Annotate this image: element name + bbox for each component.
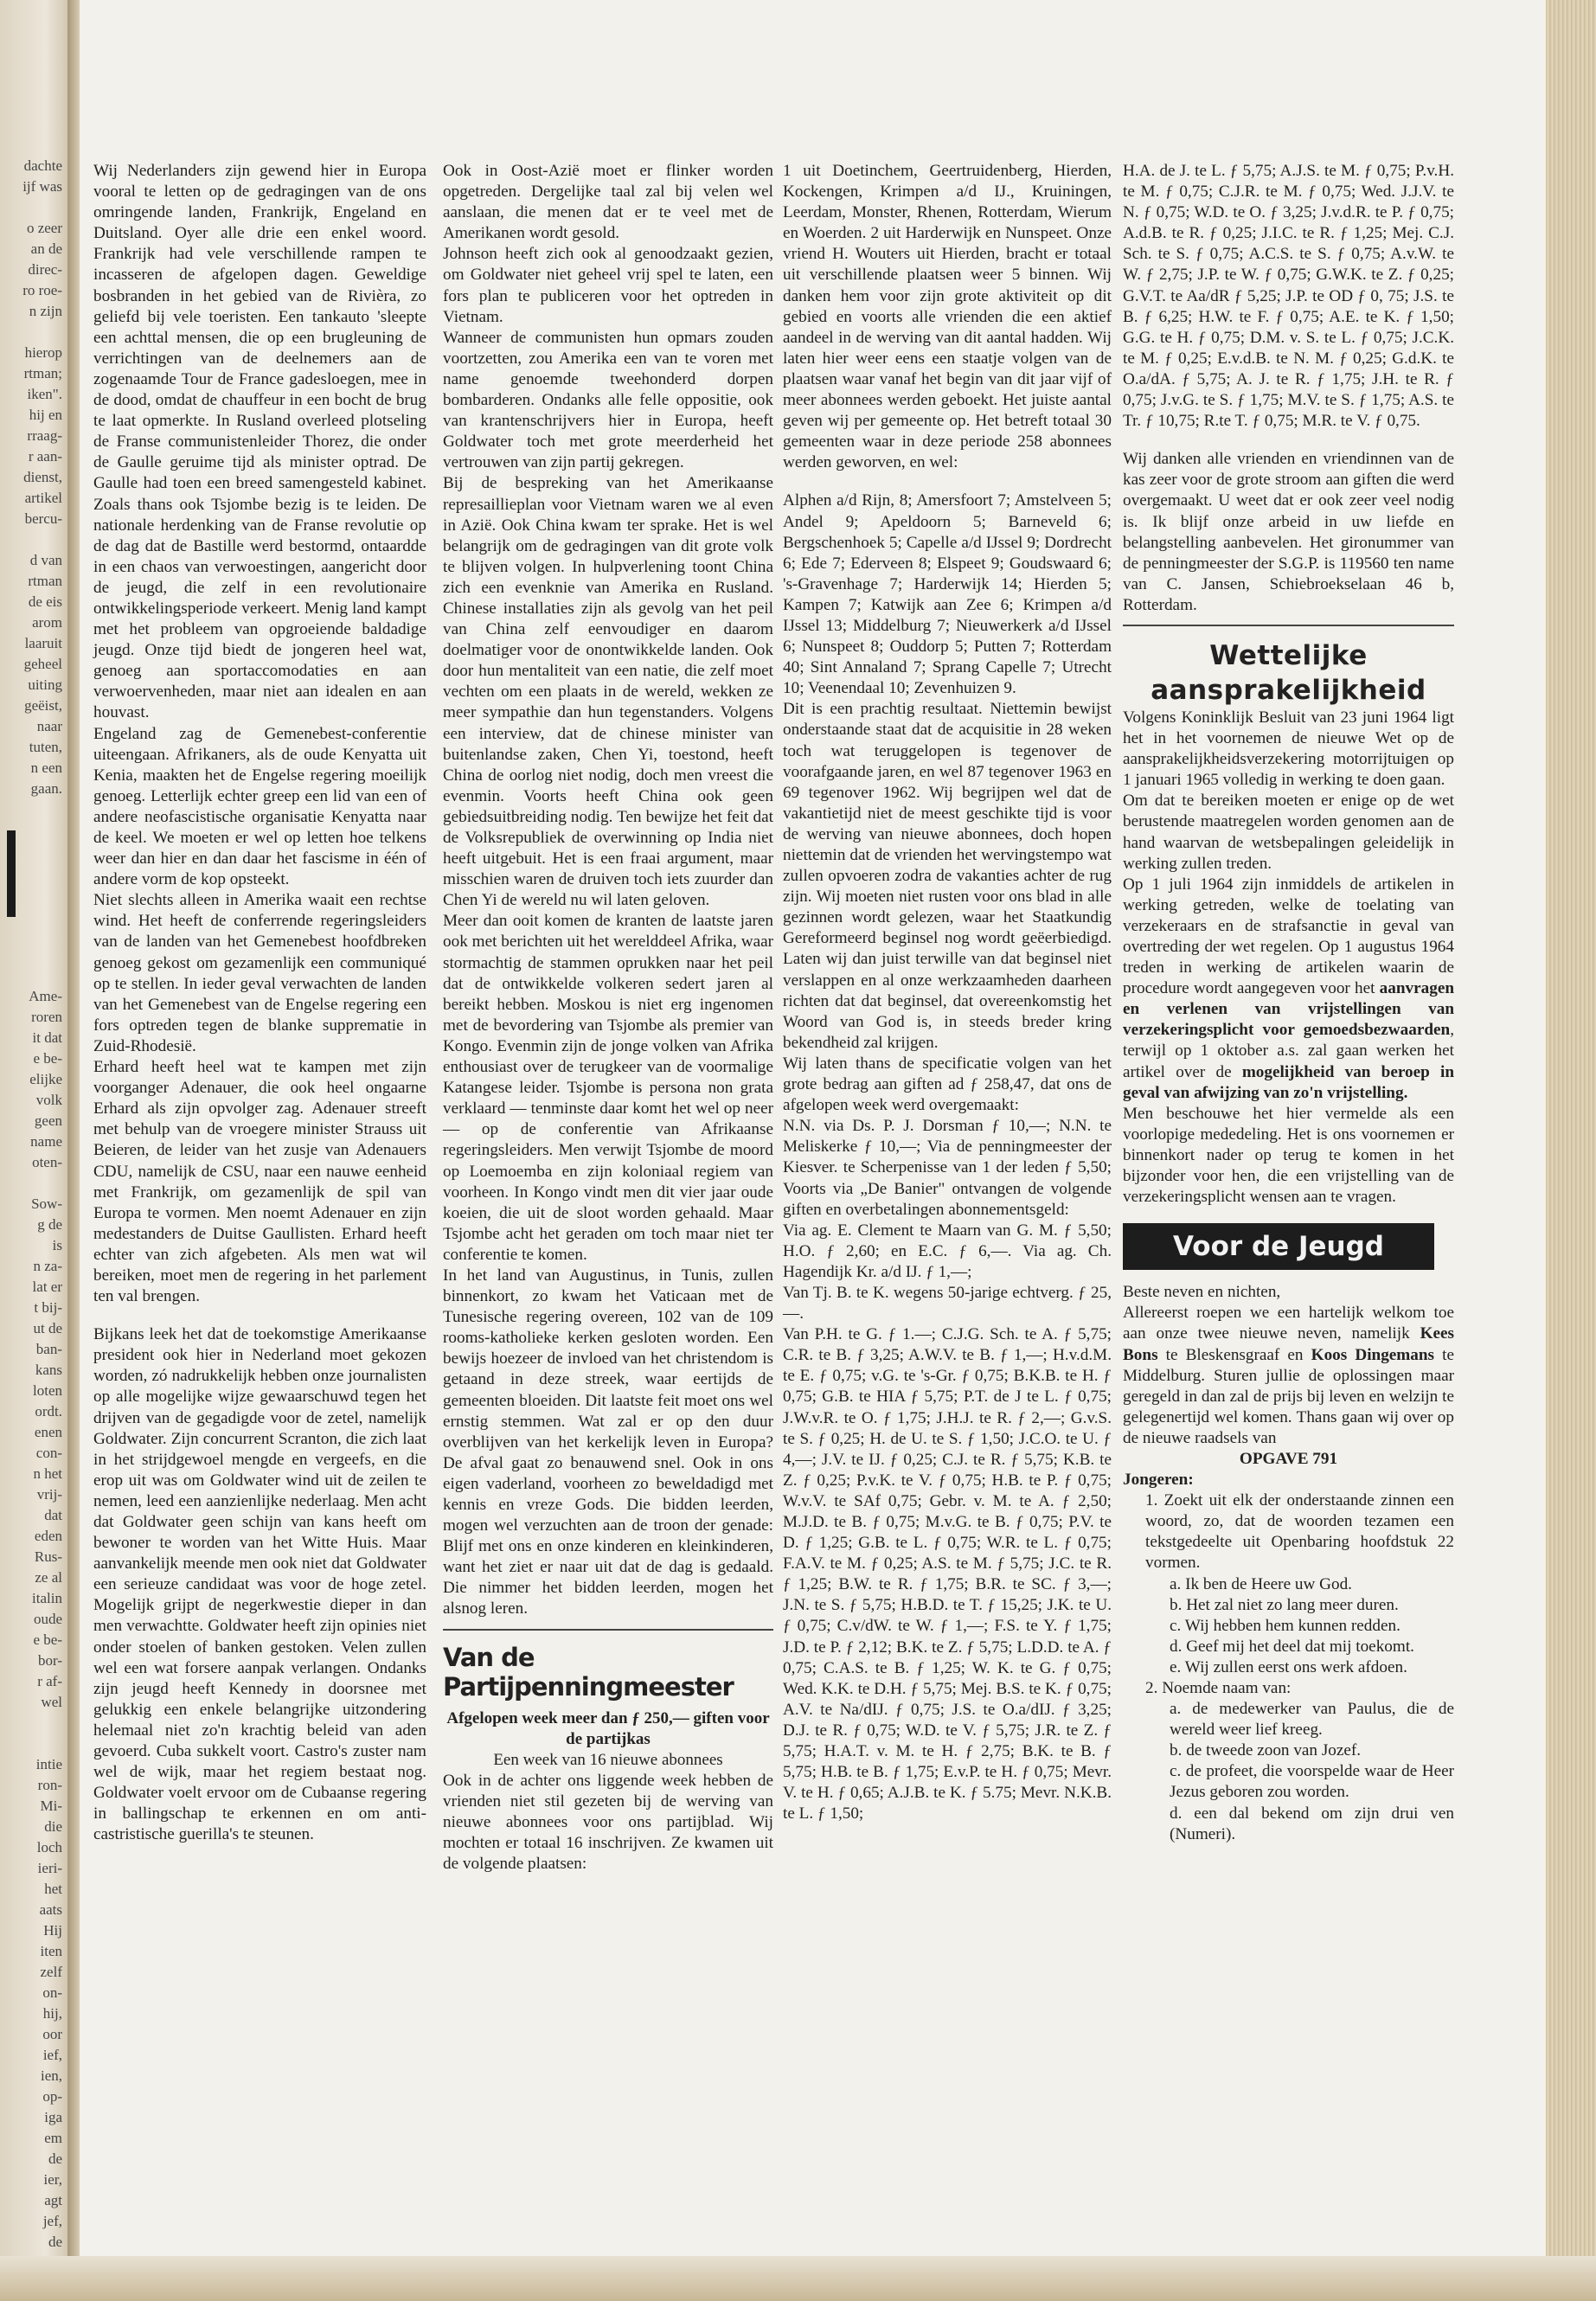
bold-text-run: aanvragen en verlenen van vrijstellingen van verzekeringsplicht voor gemoedsbezwaarden [1123,979,1454,1040]
article-paragraph: 1 uit Doetinchem, Geertruidenberg, Hierden, Kockengen, Krimpen a/d IJ., Kruiningen, Leerdam, Monster, Rhenen, Rotterdam, Wierum en Woerden. 2 uit Harderwijk en Nunspeet. Onze vriend H. Wouters uit Hierden, bracht er totaal uit verschillende plaatsen weer 5 binnen. Wij danken hem voor zijn grote aktiviteit op dit gebied en voorts alle vrienden die een aktief aandeel in de werving van dit aantal hadden. Wij laten hier weer eens een staatje volgen van de plaatsen waar vanaf het begin van dit jaar vijf of meer abonnees werden geboekt. Het juiste aantal geven wij per gemeente op. Het betreft totaal 30 gemeenten waar in deze periode 258 abonnees werden geworven, en wel: [783,162,1112,472]
text-run: te Bleskensgraaf en [1157,1345,1311,1364]
previous-page-fragment: hij en [29,407,62,423]
previous-page-fragment: enen [34,1424,62,1440]
previous-page-fragment [0,1173,62,1194]
text-run: te Middelburg. Sturen jullie de oplossingen maar geregeld in dan zal de prijs bij leven en welzijn te gelegenertijd wel komen. Thans gaan wij over op de nieuwe raadsels van [1123,1345,1454,1447]
article-paragraph: In het land van Augustinus, in Tunis, zullen binnenkort, zo kwam het Vaticaan met de Tunesische regering overeen, 102 van de 109 rooms-katholieke kerken gesloten worden. Een bewijs hoezeer de invloed van het christendom is getaand in deze streek, waar eertijds de gemeenten bloeiden. Dit laatste feit moet ons wel ernstig stemmen. Wat zal er op den duur overblijven van het kerkelijk leven in Europa? De afval gaat zo benauwend snel. Ook in ons eigen vaderland, voorheen zo beweldadigd met kennis en vreze Gods. Die bidden leerden, mogen wel verzuchten aan de troon der genade: Blijf met ons en onze kinderen en kleinkinderen, want het ziet er naar uit dat de dag is gedaald. Die nimmer het bidden leerden, mogen het alsnog leren. [443,1266,773,1618]
previous-page-fragment: r aan- [28,448,62,465]
previous-page-fragment: dachte [23,157,62,174]
previous-page-fragment: is [52,1237,62,1253]
penningmeester-heading: Van de Partijpenningmeester [443,1642,734,1702]
previous-page-fragment [0,1734,62,1754]
previous-page-text-fragments [0,156,62,2253]
previous-page-fragment: iken". [27,386,62,402]
previous-page-fragment: de [48,2150,62,2167]
previous-page-fragment: hij, [42,2005,62,2022]
salutation: Beste neven en nichten, [1123,1283,1281,1302]
previous-page-fragment: wel [41,1694,62,1710]
previous-page-fragment: n het [33,1465,62,1482]
previous-page-fragment: uiting [28,676,62,693]
previous-page-fragment: die [44,1818,62,1835]
text-run: Allereerst roepen we een hartelijk welkom toe aan onze twee nieuwe neven, namelijk [1123,1304,1454,1343]
article-paragraph: Meer dan ooit komen de kranten de laatste jaren ook met berichten uit het werelddeel Afrika, waar stormachtig de stammen oprukken naar het peil dat de ontwikkelde volkeren sedert jaren al bereikt hebben. Moskou is niet erg ingenomen met de bevordering van Tsjombe als premier van Kongo. Evenmin zijn de jonge volken van Afrika enthousiast over de terugkeer van de voormalige Katangese leider. Tsjombe is persona non grata verklaard — tenminste daar komt het wel op neer — op de conferentie van Afrikaanse regeringsleiders. Men verwijt Tsjombe de moord op Loemoemba en zijn koloniaal regiem van voorheen. In Kongo vindt men dit vier jaar oude koeien, die uit de sloot worden gehaald. Maar Tsjombe acht het geraden om toch maar niet ter conferentie te komen. [443,912,773,1264]
previous-page-fragment: ze al [35,1569,62,1586]
previous-page-fragment: gaan. [30,780,62,797]
previous-page-fragment: oten- [32,1154,62,1170]
puzzle-sub-item: d. een dal bekend om zijn drui ven (Numeri). [1170,1804,1454,1843]
article-paragraph: Men beschouwe het hier vermelde als een voorlopige mededeling. Het is ons voornemen er binnenkort nader op terug te komen in het bijzonder voor hen, die een vrijstelling van de verzekeringsplicht wensen aan te vragen. [1123,1104,1454,1207]
previous-page-fragment: ier, [43,2171,62,2188]
previous-page-fragment: rraag- [27,427,62,444]
article-paragraph: Niet slechts alleen in Amerika waait een rechtse wind. Het heeft de conferrende regeringsleiders van de landen van het Gemenebest hoofdbreken genoeg gekost om gezamenlijk een communiqué op te stellen. In ieder geval verwachten de landen van het Gemenebest van de Engelse regering een fors optreden tegen de blanke supprematie in Zuid-Rhodesië. [93,891,426,1055]
previous-page-fragment: de eis [28,593,62,610]
aansprakelijkheid-heading: Wettelijke aansprakelijkheid [1151,639,1426,706]
column-2 [443,161,773,1875]
donation-list: Via ag. E. Clement te Maarn van G. M. ƒ 5,50; H.O. ƒ 2,60; en E.C. ƒ 6,—. Via ag. Ch. Hagendijk Kr. a/d IJ. ƒ 1,—; [783,1221,1112,1281]
previous-page-fragment: aats [39,1901,62,1918]
previous-page-fragment: iga [44,2109,62,2125]
puzzle-sub-item: c. de profeet, die voorspelde waar de Heer Jezus geboren zou worden. [1170,1762,1454,1802]
previous-page-fragment: on- [42,1984,62,2001]
previous-page-fragment: vrij- [36,1486,62,1503]
previous-page-fragment: jef, [42,2213,62,2229]
previous-page-fragment [0,945,62,965]
bold-text-run: mogelijkheid van beroep in geval van afwijzing van zo'n vrijstelling. [1123,1062,1454,1102]
article-paragraph [1123,1303,1454,1449]
previous-page-fragment: ieri- [37,1860,62,1876]
section-divider [1123,625,1454,626]
previous-page-fragment: e be- [33,1631,62,1648]
previous-page-fragment: loch [36,1839,62,1856]
donation-list: Van Tj. B. te K. wegens 50-jarige echtverg. ƒ 25,—. [783,1283,1112,1324]
article-paragraph: Volgens Koninklijk Besluit van 23 juni 1964 ligt het in het voornemen de nieuwe Wet op de aansprakelijkheidsverzekering motorrijtuigen op 1 januari 1965 volledig in werking te doen gaan. [1123,708,1454,790]
previous-page-fragment [0,1713,62,1734]
previous-page-fragment: an de [30,240,62,257]
column-4 [1123,161,1454,1845]
previous-page-fragment: arom [32,614,62,631]
previous-page-fragment: dienst, [23,469,62,485]
donation-list: Van P.H. te G. ƒ 1.—; C.J.G. Sch. te A. ƒ 5,75; C.R. te B. ƒ 3,25; A.W.V. te B. ƒ 1,—; H.v.d.M. te E. ƒ 0,75; v.G. te 's-Gr. ƒ 0,75; B.K.B. te H. ƒ 0,75; G.B. te HIA ƒ 5,75; P.T. de J te L. ƒ 0,75; J.W.v.R. te O. ƒ 1,75; J.H.J. te R. ƒ 2,—; G.v.S. te S. ƒ 0,25; H. de U. te S. ƒ 1,50; J.C.O. te U. ƒ 4,—; J.V. te IJ. ƒ 0,25; C.J. te R. ƒ 5,75; K.B. te Z. ƒ 0,25; P.v.K. te V. ƒ 0,75; H.B. te P. ƒ 0,75; W.v.V. te SAf 0,75; Gebr. v. M. te A. ƒ 2,50; M.J.D. te B. ƒ 0,75; M.v.G. te B. ƒ 0,75; P.V. te D. ƒ 1,25; G.B. te L. ƒ 0,75; W.R. te L. ƒ 0,75; F.A.V. te M. ƒ 0,25; A.S. te M. ƒ 5,75; J.C. te R. ƒ 1,25; B.W. te R. ƒ 1,75; B.R. te SC. ƒ 3,—; J.N. te S. ƒ 5,75; H.B.D. te T. ƒ 15,25; J.K. te U. ƒ 0,75; C.v/dW. te W. ƒ 1,—; F.S. te Y. ƒ 1,75; J.D. te P. ƒ 2,12; B.K. te Z. ƒ 5,75; L.D.D. te A. ƒ 0,75; C.A.S. te B. ƒ 1,25; W. K. te G. ƒ 0,75; Wed. K.K. te D.H. ƒ 5,75; Mej. B.S. te K. ƒ 0,75; A.V. te Na/dIJ. ƒ 0,75; J.S. te O.a/dIJ. ƒ 3,25; D.J. te R. ƒ 0,75; W.D. te V. ƒ 5,75; J.R. te Z. ƒ 5,75; H.A.T. v. M. te H. ƒ 2,75; B.K. te B. ƒ 5,75; H.B. te B. ƒ 1,75; E.v.P. te H. ƒ 0,75; Mevr. V. te H. ƒ 0,65; A.J.B. te K. ƒ 5.75; Mevr. N.K.B. te L. ƒ 1,50; [783,1325,1112,1823]
previous-page-fragment [0,197,62,218]
section-divider [443,1629,773,1631]
previous-page-fragment: name [30,1133,62,1150]
previous-page-fragment: rtman; [23,365,62,381]
previous-page-fragment: em [44,2130,62,2146]
previous-page-fragment: n za- [33,1258,62,1274]
previous-page-fragment: Rus- [34,1548,62,1565]
previous-page-fragment: op- [42,2088,62,2105]
column-3 [783,161,1112,1824]
donation-list: H.A. de J. te L. ƒ 5,75; A.J.S. te M. ƒ 0,75; P.v.H. te M. ƒ 0,75; C.J.R. te M. ƒ 0,75; Wed. J.J.V. te N. ƒ 0,75; W.D. te O. ƒ 3,25; J.v.d.R. te P. ƒ 0,75; A.d.B. te R. ƒ 0,25; J.I.C. te R. ƒ 1,25; Mej. C.J. Sch. te S. ƒ 0,75; A.C.S. te S. ƒ 0,75; A.v.W. te W. ƒ 2,75; J.P. te W. ƒ 0,75; G.W.K. te Z. ƒ 0,25; G.V.T. te Aa/dR ƒ 5,25; J.P. te OD ƒ 0, 75; J.S. te B. ƒ 6,25; H.W. te F. ƒ 0,75; A.E. te K. ƒ 1,50; G.G. te H. ƒ 0,75; D.M. v. S. te L. ƒ 0,75; J.C.K. te M. ƒ 0,25; E.v.d.B. te N. M. ƒ 0,25; G.d.K. te O.a/dA. ƒ 5,75; A. J. te R. ƒ 1,75; J.H. te R. ƒ 0,75; J.v.G. te S. ƒ 1,75; M.V. te S. ƒ 1,75; A.S. te Tr. ƒ 10,75; R.te T. ƒ 0,75; M.R. te V. ƒ 0,75. [1123,162,1454,431]
jeugd-heading-banner: Voor de Jeugd [1123,1223,1434,1270]
article-paragraph [1123,875,1454,1104]
bold-name: Kees Bons [1123,1324,1454,1364]
previous-page-fragment: zelf [40,1964,62,1980]
article-paragraph: Bij de bespreking van het Amerikaanse represaillieplan voor Vietnam waren we al even in Azië. Ook China kwam ter sprake. Het is wel belangrijk om de gedragingen van dit grote volk te blijven volgen. In hulpverlening toont China zich een evenknie van Amerika en Rusland. Chinese installaties zijn als gevolg van het peil van China zelf eenvoudiger en daarom doelmatiger voor de onontwikkelde landen. Ook door hun mentaliteit van een natie, die zelf moet vechten om een plaats in de wereld, wekken ze meer sympathie dan hun tegenstanders. Volgens een interview, dat de chinese minister van buitenlandse zaken, Chen Yi, toestond, heeft China de oorlog niet nodig, doch men vreest die evenmin. Voorts heeft China ook geen gebiedsuitbreiding nodig. Ten bewijze het feit dat de Volksrepubliek de overwinning op India niet heeft uitgebuit. Het is een fraai argument, maar misschien waren de druiven toch iets zuurder dan Chen Yi de wereld nu wil laten geloven. [443,474,773,910]
article-paragraph: Om dat te bereiken moeten er enige op de wet berustende maatregelen worden genomen aan de hand waarvan de wetsbepalingen geleidelijk in werking zullen treden. [1123,792,1454,873]
previous-page-fragment: ro roe- [22,282,62,298]
previous-page-fragment [0,965,62,986]
previous-page-black-bar [7,830,16,917]
previous-page-fragment: it dat [32,1029,62,1046]
previous-page-fragment: g de [37,1216,62,1233]
previous-page-fragment: ron- [37,1777,62,1793]
previous-page-fragment: oude [33,1611,62,1627]
opgave-title: OPGAVE 791 [1239,1449,1338,1468]
previous-page-fragment: e be- [33,1050,62,1067]
previous-page-fragment: roren [31,1009,62,1025]
previous-page-fragment [0,322,62,343]
previous-page-fragment: o zeer [26,220,62,236]
previous-page-fragment: artikel [24,490,62,506]
previous-page-fragment: con- [35,1445,62,1461]
previous-page-fragment: geen [34,1112,62,1129]
previous-page-fragment: italin [32,1590,62,1606]
previous-page-fragment: ordt. [35,1403,62,1420]
donation-list: N.N. via Ds. P. J. Dorsman ƒ 10,—; N.N. te Meliskerke ƒ 10,—; Via de penningmeester der Kiesver. te Scherpenisse van 1 der leden ƒ 5,50; Voorts via „De Banier" ontvangen de volgende giften en overbetalingen abonnementsgeld: [783,1117,1112,1219]
previous-page-fragment: bor- [38,1652,62,1669]
previous-page-fragment: volk [35,1092,62,1108]
previous-page-fragment: oor [42,2026,62,2042]
previous-page-fragment: iten [40,1943,62,1959]
previous-page-fragment: ief, [42,2047,62,2063]
article-paragraph: Bijkans leek het dat de toekomstige Amerikaanse president ook hier in Nederland moet gekozen worden, zó nadrukkelijk hebben onze journalisten op alle mogelijke wijze gewaarschuwd tegen het drijven van de gegadigde voor de zetel, namelijk Goldwater. Zijn concurrent Scranton, die zich laat in het strijdgewoel mengde en vergeefs, en die erop uit was om Goldwater wind uit de zeilen te nemen, leed een aanzienlijke nederlaag. Men acht dat Goldwater geen schijn van kans heeft om bewoner te worden van het Witte Huis. Maar aanvankelijk meende men ook niet dat Goldwater een serieuze candidaat was voor de hoge zetel. Mogelijk grijpt de negerkwestie dieper in dan men verwachtte. Goldwater heeft zijn opinies niet onder stoelen of banken gestoken. Velen zullen wel een wat forsere aanpak verlangen. Ondanks zijn jeugd heeft Kennedy in doorsnee met gelukkig een enkele belangrijke uitzondering helemaal niet zo'n krachtig beleid van aden gevoerd. Cuba sukkelt voort. Castro's zuster nam wel de wijk, maar het regiem bestaat nog. Goldwater voelt ervoor om de Cubaanse regering in ballingschap te erkennen en om anti-castristische guerilla's te steunen. [93,1325,426,1844]
previous-page-fragment: eden [34,1528,62,1544]
article-paragraph: Ook in Oost-Azië moet er flinker worden opgetreden. Dergelijke taal zal bij velen wel aanslaan, die menen dat er te veel met de Amerikanen wordt gesold. [443,162,773,243]
previous-page-fragment: hierop [24,344,62,361]
previous-page-fragment: agt [44,2192,62,2208]
previous-page-fragment: dat [44,1507,62,1523]
previous-page-fragment: r af- [37,1673,62,1689]
article-paragraph: Wij laten thans de specificatie volgen van het grote bedrag aan giften ad ƒ 258,47, dat ons de afgelopen week werd overgemaakt: [783,1054,1112,1115]
previous-page-fragment: lat er [32,1279,62,1295]
previous-page-fragment [0,529,62,550]
previous-page-fragment: het [44,1881,62,1897]
penningmeester-subheading-2: Een week van 16 nieuwe abonnees [493,1750,723,1769]
previous-page-fragment: geëist, [24,697,62,714]
previous-page-fragment: bercu- [24,510,62,527]
previous-page-fragment [0,799,62,820]
bold-name: Koos Dingemans [1311,1345,1435,1364]
puzzle-question: 1. Zoekt uit elk der onderstaande zinnen een woord, zo, dat de woorden tezamen een tekstgedeelte uit Openbaring hoofdstuk 22 vormen. [1145,1491,1454,1573]
previous-page-fragment: geheel [23,656,62,672]
puzzle-sub-item: a. de medewerker van Paulus, die de wereld weer lief kreeg. [1170,1700,1454,1740]
previous-page-fragment: direc- [28,261,62,278]
jongeren-label: Jongeren: [1123,1471,1194,1490]
previous-page-fragment: d van [29,552,62,568]
article-paragraph: Engeland zag de Gemenebest-conferentie uiteengaan. Afrikaners, als de oude Kenyatta uit Kenia, maakten het de Engelse regering moeilijk genoeg. Letterlijk echter greep een lid van een of andere neofascistische organisatie Kenyatta naar de keel. We moeten er wel op letten hoe telkens weer dan hier en dan daar het fascisme in één of andere vorm de kop opsteekt. [93,724,426,889]
municipality-list: Alphen a/d Rijn, 8; Amersfoort 7; Amstelveen 5; Andel 9; Apeldoorn 5; Barneveld 6; Bergschenhoek 5; Capelle a/d IJssel 9; Dordrecht 6; Ede 7; Ederveen 8; Elspeet 9; Goudswaard 6; 's-Gravenhage 7; Harderwijk 14; Hierden 5; Kampen 7; Katwijk aan Zee 6; Krimpen a/d IJssel 13; Middelburg 7; Nieuwerkerk a/d IJssel 6; Nunspeet 8; Ouddorp 5; Putten 7; Rotterdam 40; Sint Annaland 7; Sprang Capelle 7; Utrecht 10; Veenendaal 10; Zevenhuizen 9. [783,491,1112,698]
article-paragraph: Johnson heeft zich ook al genoodzaakt gezien, om Goldwater niet geheel vrij spel te laten, een fors plan te publiceren voor het optreden in Vietnam. [443,245,773,326]
previous-page-fragment: kans [35,1362,62,1378]
column-1 [93,161,426,1846]
page-fold [67,0,80,2301]
previous-page-fragment: ien, [40,2067,62,2084]
previous-page-fragment: ut de [33,1320,62,1336]
text-run: Op 1 juli 1964 zijn inmiddels de artikelen in werking getreden, welke de toelating van verzekeraars en de strafsanctie in geval van overtreding der wet regelen. Op 1 augustus 1964 treden in werking de artikelen waarin de procedure wordt aangegeven voor het [1123,875,1454,998]
previous-page-fragment: n een [30,760,62,776]
previous-page-fragment: Mi- [40,1798,62,1814]
previous-page-fragment [0,924,62,945]
previous-page-fragment: tuten, [29,739,62,755]
previous-page-fragment: ban- [35,1341,62,1357]
penningmeester-subheading: Afgelopen week meer dan ƒ 250,— giften voor de partijkas [446,1708,770,1748]
article-paragraph: Dit is een prachtig resultaat. Niettemin bewijst onderstaande staat dat de acquisitie in 28 weken toch wat teruggelopen is tegenover de voorafgaande jaren, en wel 87 tegenover 1963 en 69 tegenover 1962. Wij begrijpen wel dat de vakantietijd niet de meest geschikte tijd is voor de werving van nieuwe abonnees, doch hopen niettemin dat de vrienden het wervingstempo wat zullen opvoeren zodra de vakanties achter de rug zijn. Wij moeten niet rusten voor ons blad in alle gezinnen wordt gelezen, waar het Staatkundig Gereformeerd beginsel nog wordt geëerbiedigd. Laten wij dan juist terwille van dat beginsel niet verslappen en al onze werkzaamheden daarheen richten dat dat beginsel, dat overeenkomstig het Woord van God is, in steeds breder kring bekendheid zal krijgen. [783,700,1112,1052]
previous-page-fragment: de [48,2234,62,2250]
puzzle-question: 2. Noemde naam van: [1145,1679,1292,1697]
previous-page-fragment: elijke [29,1071,62,1087]
puzzle-sub-item: d. Geef mij het deel dat mij toekomt. [1170,1637,1414,1656]
article-paragraph: Wij Nederlanders zijn gewend hier in Europa vooral te letten op de gedragingen van de ons omringende landen, Frankrijk, Engeland en Duitsland. Oyer alle drie een enkel woord. Frankrijk had vele verschillende rampen te incasseren de afgelopen dagen. Geweldige bosbranden in het gebied van de Rivièra, zo geliefd bij vele toeristen. Een tankauto 'sleepte een achttal mensen, die op een brugleuning de verrichtingen van de deelnemers aan de zogenaamde Tour de France gadesloegen, mee in de dood, omdat de chauffeur in een bocht de brug te laat opmerkte. In Rusland overleed plotseling de Franse communistenleider Thorez, die onder de Gaulle geruime tijd als minister optrad. De Gaulle had toen een breed samengesteld kabinet. Zoals thans ook Tsjombe bezig is te leiden. De nationale herdenking van de Franse revolutie op de dag dat de Bastille werd bestormd, ontaardde in een chaos van verwoestingen, aangericht door de jeugd, die zelf in een revolutionaire ontwikkelingsperiode verkeert. Menig land kampt met het probleem van opgroeiende baldadige jeugd. Onze tijd biedt de jongeren heel wat, genoeg aan sportaccomodaties en aan verwoervenheden, maar niet aan idealen en aan houvast. [93,162,426,722]
puzzle-sub-item: c. Wij hebben hem kunnen redden. [1170,1616,1401,1635]
stacked-pages-edge [1546,0,1596,2301]
previous-page-fragment: n zijn [29,303,62,319]
page-bottom-edge [0,2256,1596,2301]
previous-page-fragment: Hij [43,1922,62,1939]
previous-page-fragment: rtman [28,573,62,589]
previous-page-fragment: naar [36,718,62,734]
puzzle-sub-item: b. Het zal niet zo lang meer duren. [1170,1595,1399,1614]
text-run: , terwijl op 1 oktober a.s. zal gaan werken het artikel over de [1123,1021,1454,1081]
previous-page-fragment: loten [33,1382,62,1399]
puzzle-sub-item: e. Wij zullen eerst ons werk afdoen. [1170,1657,1407,1676]
article-paragraph: Wij danken alle vrienden en vriendinnen van de kas zeer voor de grote stroom aan giften die werd overgemaakt. U weet dat er ook zeer veel nodig is. Ik blijf onze arbeid in uw liefde en belangstelling aanbevelen. Het gironummer van de penningmeester der S.G.P. is 119560 ten name van C. Jansen, Schiebroekselaan 46 b, Rotterdam. [1123,450,1454,614]
article-paragraph: Ook in de achter ons liggende week hebben de vrienden niet stil gezeten bij de werving van nieuwe abonnees voor ons partijblad. Wij mochten er totaal 16 inschrijven. Ze kwamen uit de volgende plaatsen: [443,1771,773,1873]
puzzle-sub-item: a. Ik ben de Heere uw God. [1170,1574,1352,1593]
previous-page-fragment: intie [35,1756,62,1772]
previous-page-fragment: laaruit [24,635,62,651]
article-paragraph: Erhard heeft heel wat te kampen met zijn voorganger Adenauer, die ook heel ongaarne Erhard als zijn opvolger zag. Adenauer streeft met behulp van de vroegere minister Strauss uit Beieren, de leider van het zusje van Adenauers CDU, namelijk de CSU, naar een nauwe eenheid met Frankrijk, om gezamenlijk de spil van Europa te vormen. Men noemt Adenauer en zijn medestanders de Duitse Gaullisten. Erhard heeft echter van zich afgebeten. Als men wat wil bereiken, moet men de regering in het parlement ten val brengen. [93,1058,426,1306]
previous-page-fragment: Ame- [29,988,62,1004]
article-paragraph: Wanneer de communisten hun opmars zouden voortzetten, zou Amerika een van te voren met name genoemde tweehonderd dorpen bombarderen. Ondanks alle felle oppositie, ook van krantenschrijvers hier in Europa, heeft Goldwater toch met grote meerderheid het vertrouwen van zijn partij gekregen. [443,328,773,472]
previous-page-fragment: ijf was [22,178,62,195]
previous-page-fragment: Sow- [31,1195,62,1212]
previous-page-fragment: t bij- [34,1299,62,1316]
puzzle-sub-item: b. de tweede zoon van Jozef. [1170,1741,1362,1760]
